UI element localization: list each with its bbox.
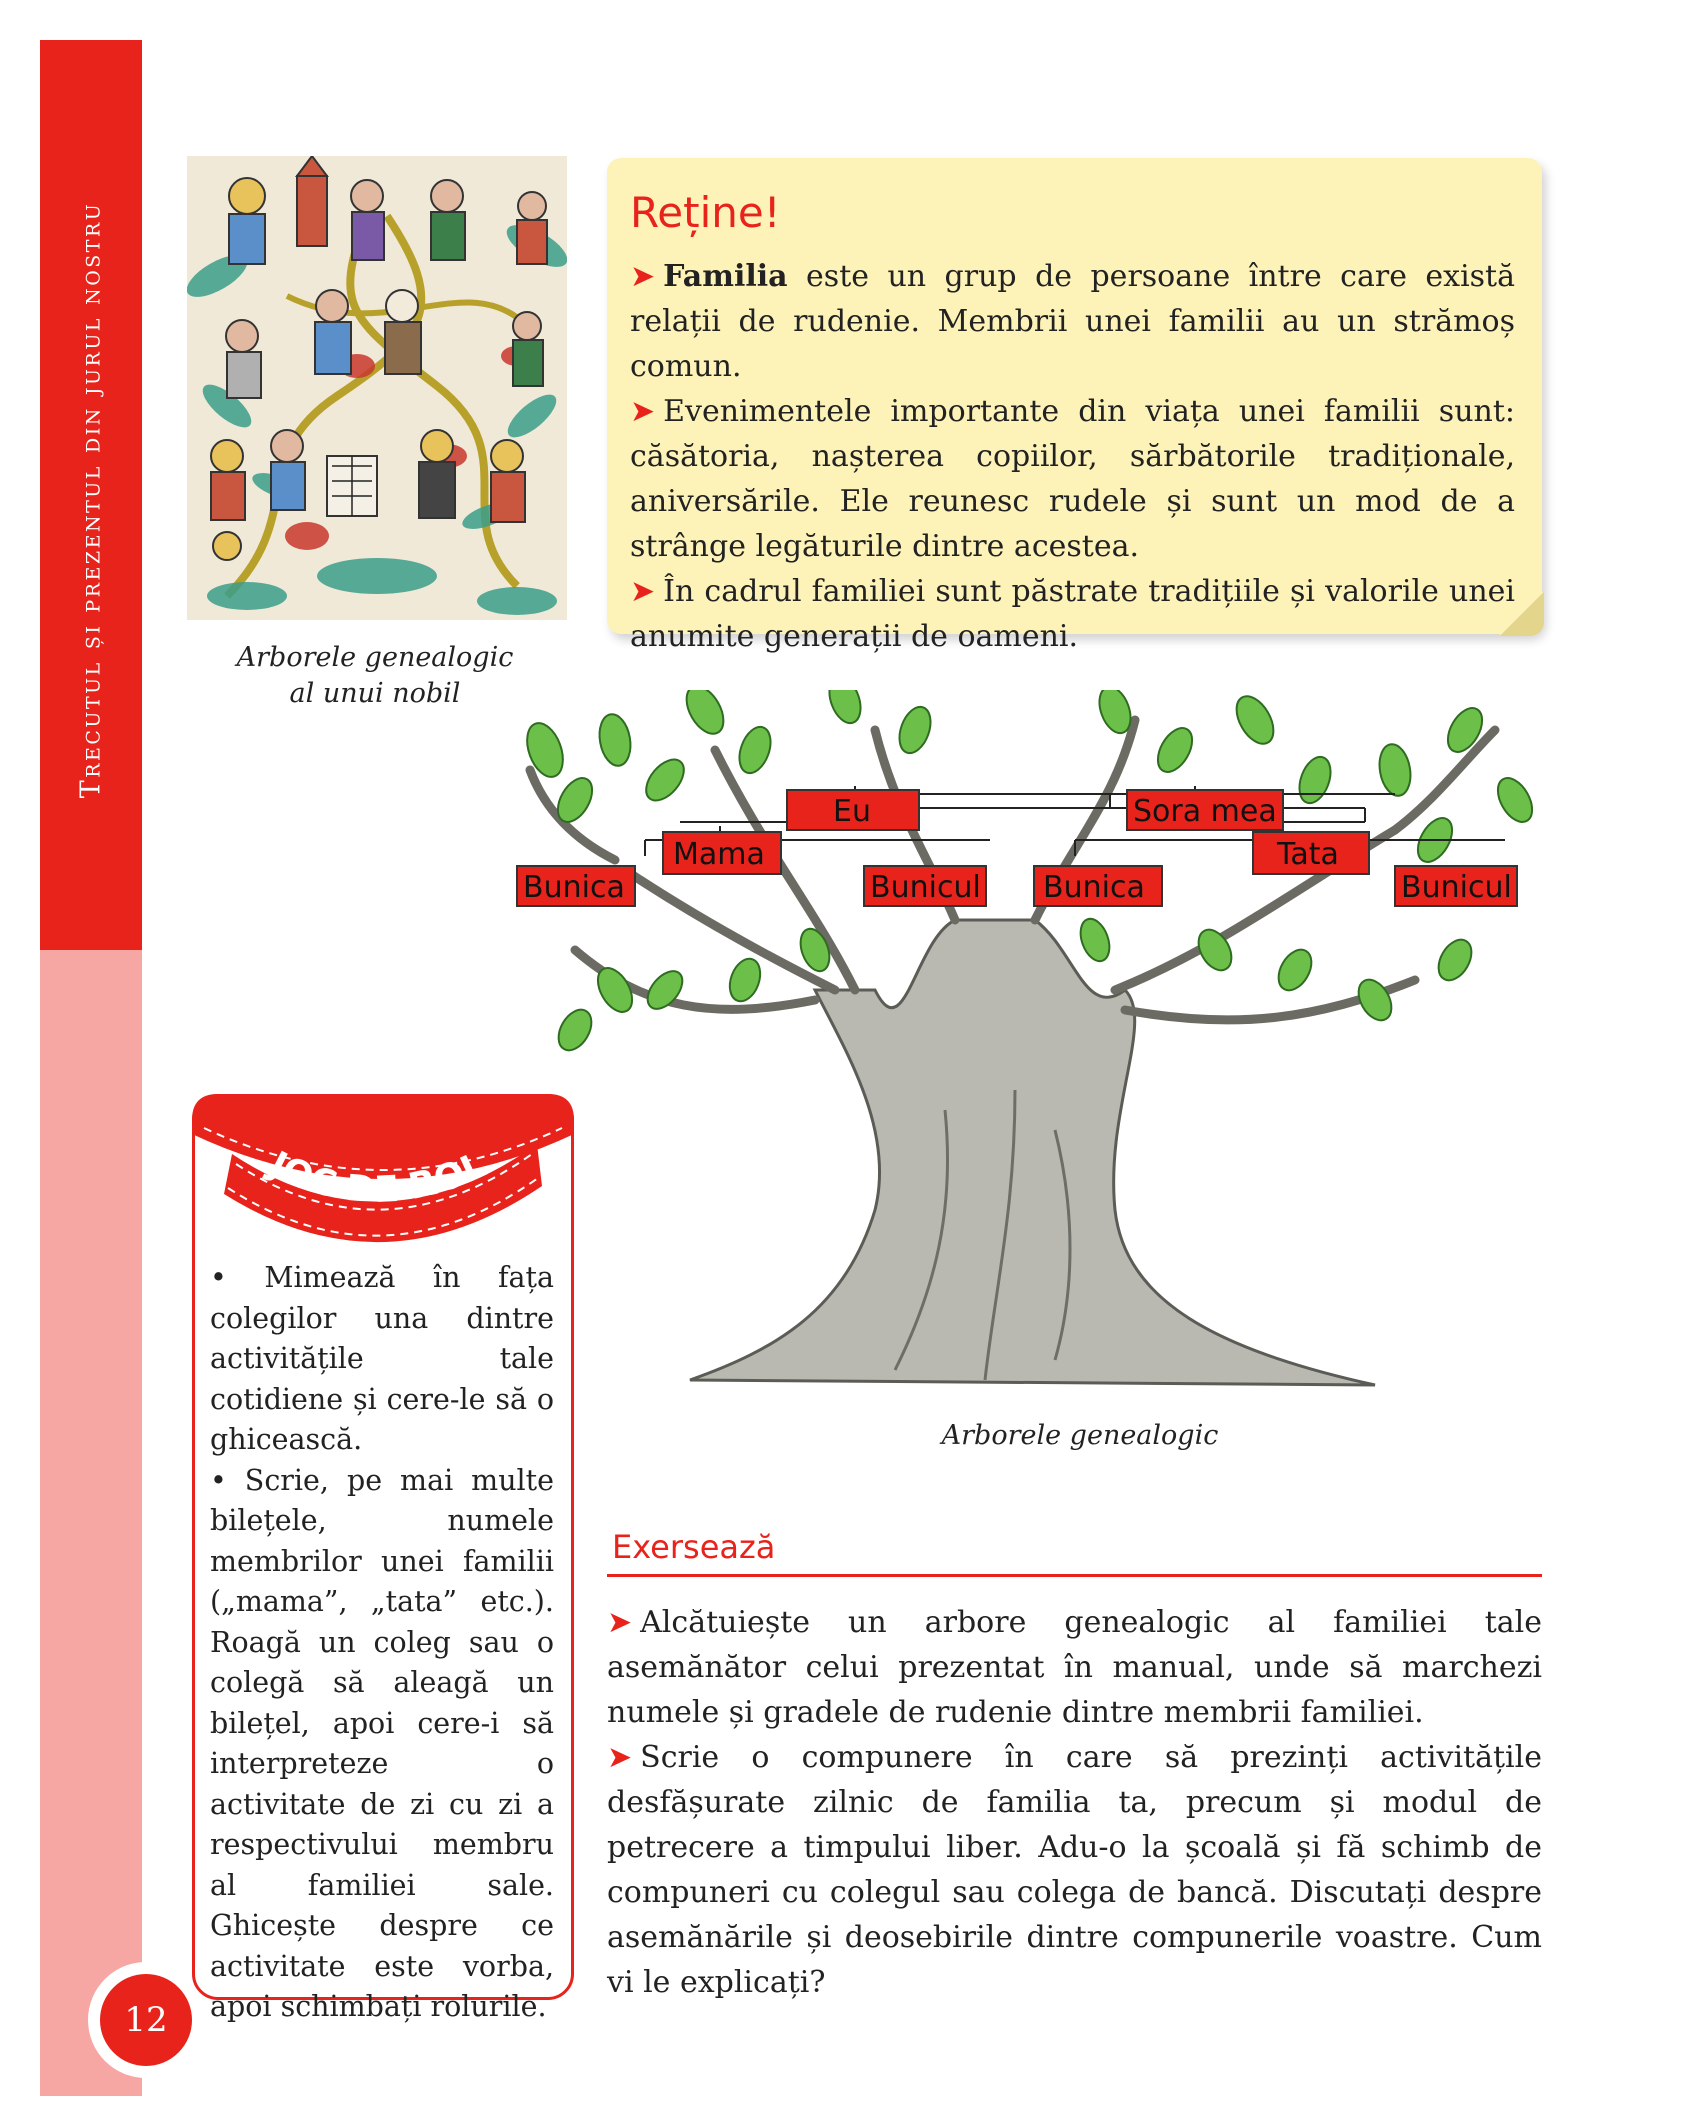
family-tree-caption: Arborele genealogic	[941, 1420, 1219, 1451]
joc-de-rol-banner	[192, 1094, 574, 1254]
joc-paragraph: • Mimează în fața colegilor una dintre activitățile tale cotidiene și cere-le să o ghicească.	[210, 1261, 554, 1456]
retine-bullet	[630, 569, 1515, 659]
tree-label-eu: Eu	[833, 794, 871, 829]
retine-bullet-text: Evenimentele importante din viața unei familii sunt: căsătoria, nașterea copiilor, sărbătorile tradiționale, aniversările. Ele reunesc rudele și sunt un mod de a strânge legăturile dintre acestea.	[630, 394, 1515, 564]
tree-label-bunica2: Bunica	[1043, 870, 1145, 905]
noble-family-tree-illustration	[187, 156, 567, 620]
noble-tree-caption	[210, 640, 540, 712]
retine-bullet	[630, 389, 1515, 569]
exerseaza-title: Exersează	[612, 1528, 776, 1566]
tree-label-sora: Sora mea	[1133, 794, 1277, 829]
exerseaza-bullet-text: Alcătuiește un arbore genealogic al familiei tale asemănător celui prezentat în manual, unde să marchezi numele și gradele de rudenie dintre membrii familiei.	[607, 1605, 1542, 1730]
retine-text	[630, 254, 1515, 659]
exerseaza-bullet	[607, 1735, 1542, 2005]
joc-de-rol-title: JOC DE ROL	[262, 1144, 493, 1212]
tree-label-bunicul1: Bunicul	[870, 870, 981, 905]
exerseaza-bullet-text: Scrie o compunere în care să prezinți activitățile desfășurate zilnic de familia ta, precum și modul de petrecere a timpului liber. Adu-o la școală și fă schimb de compuneri cu colegul sau colega de bancă. Discutați despre asemănările și deosebirile dintre compunerile voastre. Cum vi le explicați?	[607, 1740, 1542, 2000]
family-tree-illustration	[515, 690, 1535, 1390]
joc-paragraph: • Scrie, pe mai multe bilețele, numele membrilor unei familii („mama”, „tata” etc.). Roagă un coleg sau o colegă să aleagă un bilețel, apoi cere-i să interpreteze o activitate de zi cu zi a respectivului membru al familiei sale. Ghicește despre ce activitate este vorba, apoi schimbați rolurile.	[210, 1463, 554, 2023]
arrow-bullet-icon: ➤	[630, 574, 656, 609]
tree-label-bunica1: Bunica	[523, 870, 625, 905]
noble-tree-caption-line1: Arborele genealogic	[236, 642, 514, 673]
tree-label-tata: Tata	[1277, 837, 1339, 872]
arrow-bullet-icon: ➤	[630, 259, 656, 294]
retine-title: Reține!	[630, 188, 781, 237]
exerseaza-text	[607, 1600, 1542, 2005]
arrow-bullet-icon: ➤	[630, 394, 656, 429]
tree-trunk	[690, 920, 1375, 1385]
chapter-title: Trecutul și prezentul din jurul nostru	[75, 201, 107, 799]
noble-tree-caption-line2: al unui nobil	[289, 678, 461, 709]
exerseaza-divider	[607, 1574, 1542, 1577]
retine-bullet-text: este un grup de persoane între care există relații de rudenie. Membrii unei familii au un strămoș comun.	[630, 259, 1515, 384]
tree-label-mama: Mama	[673, 837, 765, 872]
retine-bullet-bold: Familia	[663, 259, 788, 294]
tree-label-bunicul2: Bunicul	[1401, 870, 1512, 905]
joc-de-rol-text	[210, 1258, 554, 2028]
sidebar-band-bottom	[40, 950, 142, 2096]
retine-bullet	[630, 254, 1515, 389]
arrow-bullet-icon: ➤	[607, 1605, 633, 1640]
retine-bullet-text: În cadrul familiei sunt păstrate tradițiile și valorile unei anumite generații de oameni.	[630, 574, 1515, 654]
exerseaza-bullet	[607, 1600, 1542, 1735]
arrow-bullet-icon: ➤	[607, 1740, 633, 1775]
page-number: 12	[100, 1974, 192, 2066]
